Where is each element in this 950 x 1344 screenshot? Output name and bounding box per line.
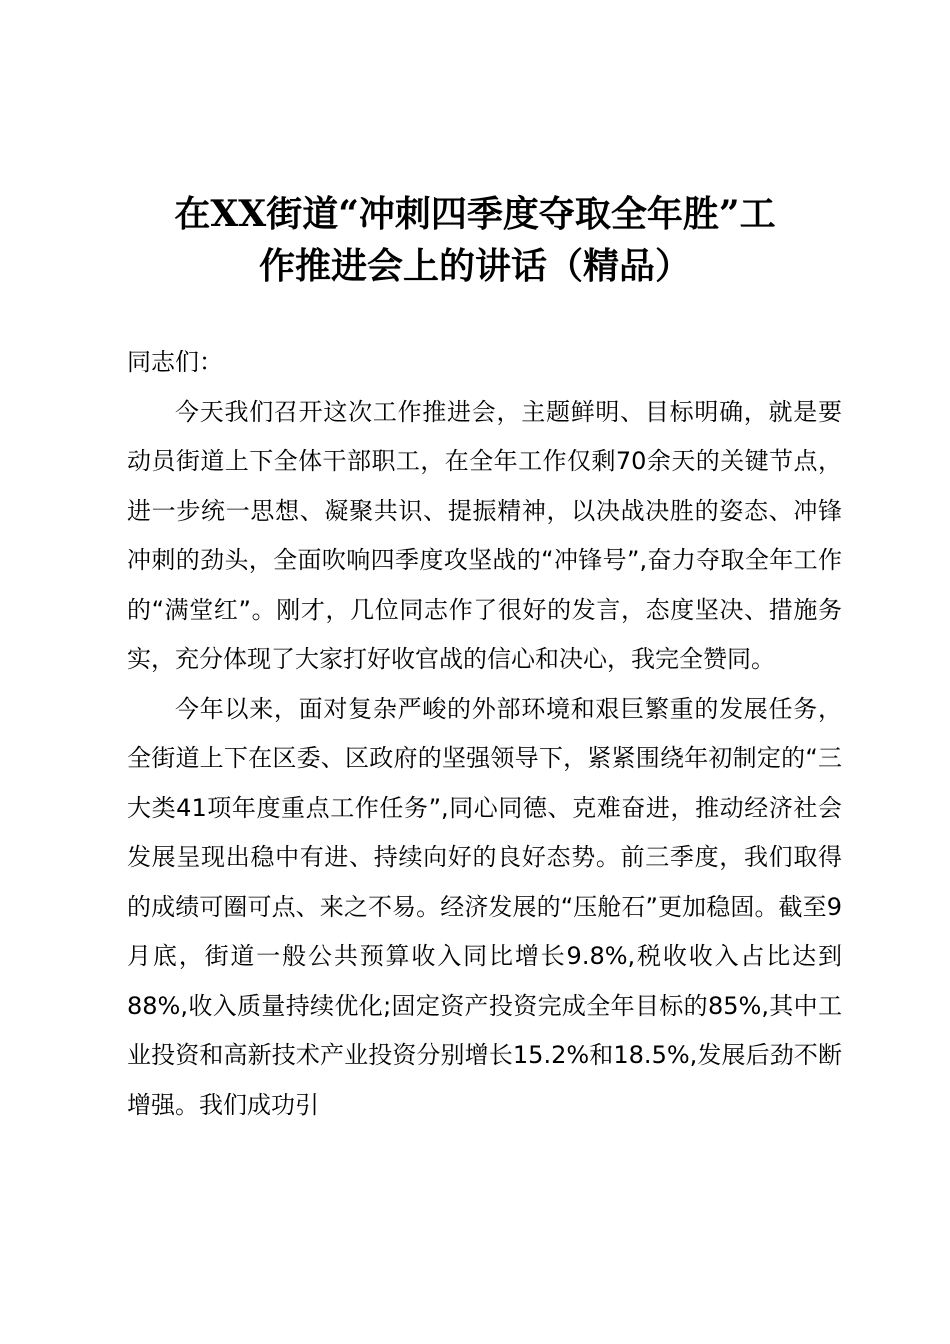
document-title	[100, 188, 850, 292]
salutation: 同志们：	[127, 348, 223, 376]
paragraph-2: 今年以来，面对复杂严峻的外部环境和艰巨繁重的发展任务，全街道上下在区委、区政府的坚强领导下，紧紧围绕年初制定的“三大类41项年度重点工作任务”,同心同德、克难奋进，推动经济社会发展呈现出稳中有进、持续向好的良好态势。前三季度，我们取得的成绩可圈可点、来之不易。经济发展的“压舱石”更加稳固。截至9月底，街道一般公共预算收入同比增长9.8%,税收收入占比达到88%,收入质量持续优化;固定资产投资完成全年目标的85%,其中工业投资和高新技术产业投资分别增长15.2%和18.5%,发展后劲不断增强。我们成功引	[127, 694, 842, 1119]
title-line-1: 在XX街道“冲刺四季度夺取全年胜”工	[174, 193, 776, 235]
paragraph-1: 今天我们召开这次工作推进会，主题鲜明、目标明确，就是要动员街道上下全体干部职工，在全年工作仅剩70余天的关键节点，进一步统一思想、凝聚共识、提振精神，以决战决胜的姿态、冲锋冲刺的劲头，全面吹响四季度攻坚战的“冲锋号”,奋力夺取全年工作的“满堂红”。刚才，几位同志作了很好的发言，态度坚决、措施务实，充分体现了大家打好收官战的信心和决心，我完全赞同。	[127, 397, 842, 673]
title-line-2: 作推进会上的讲话（精品）	[258, 245, 691, 287]
document-body	[127, 338, 842, 1130]
